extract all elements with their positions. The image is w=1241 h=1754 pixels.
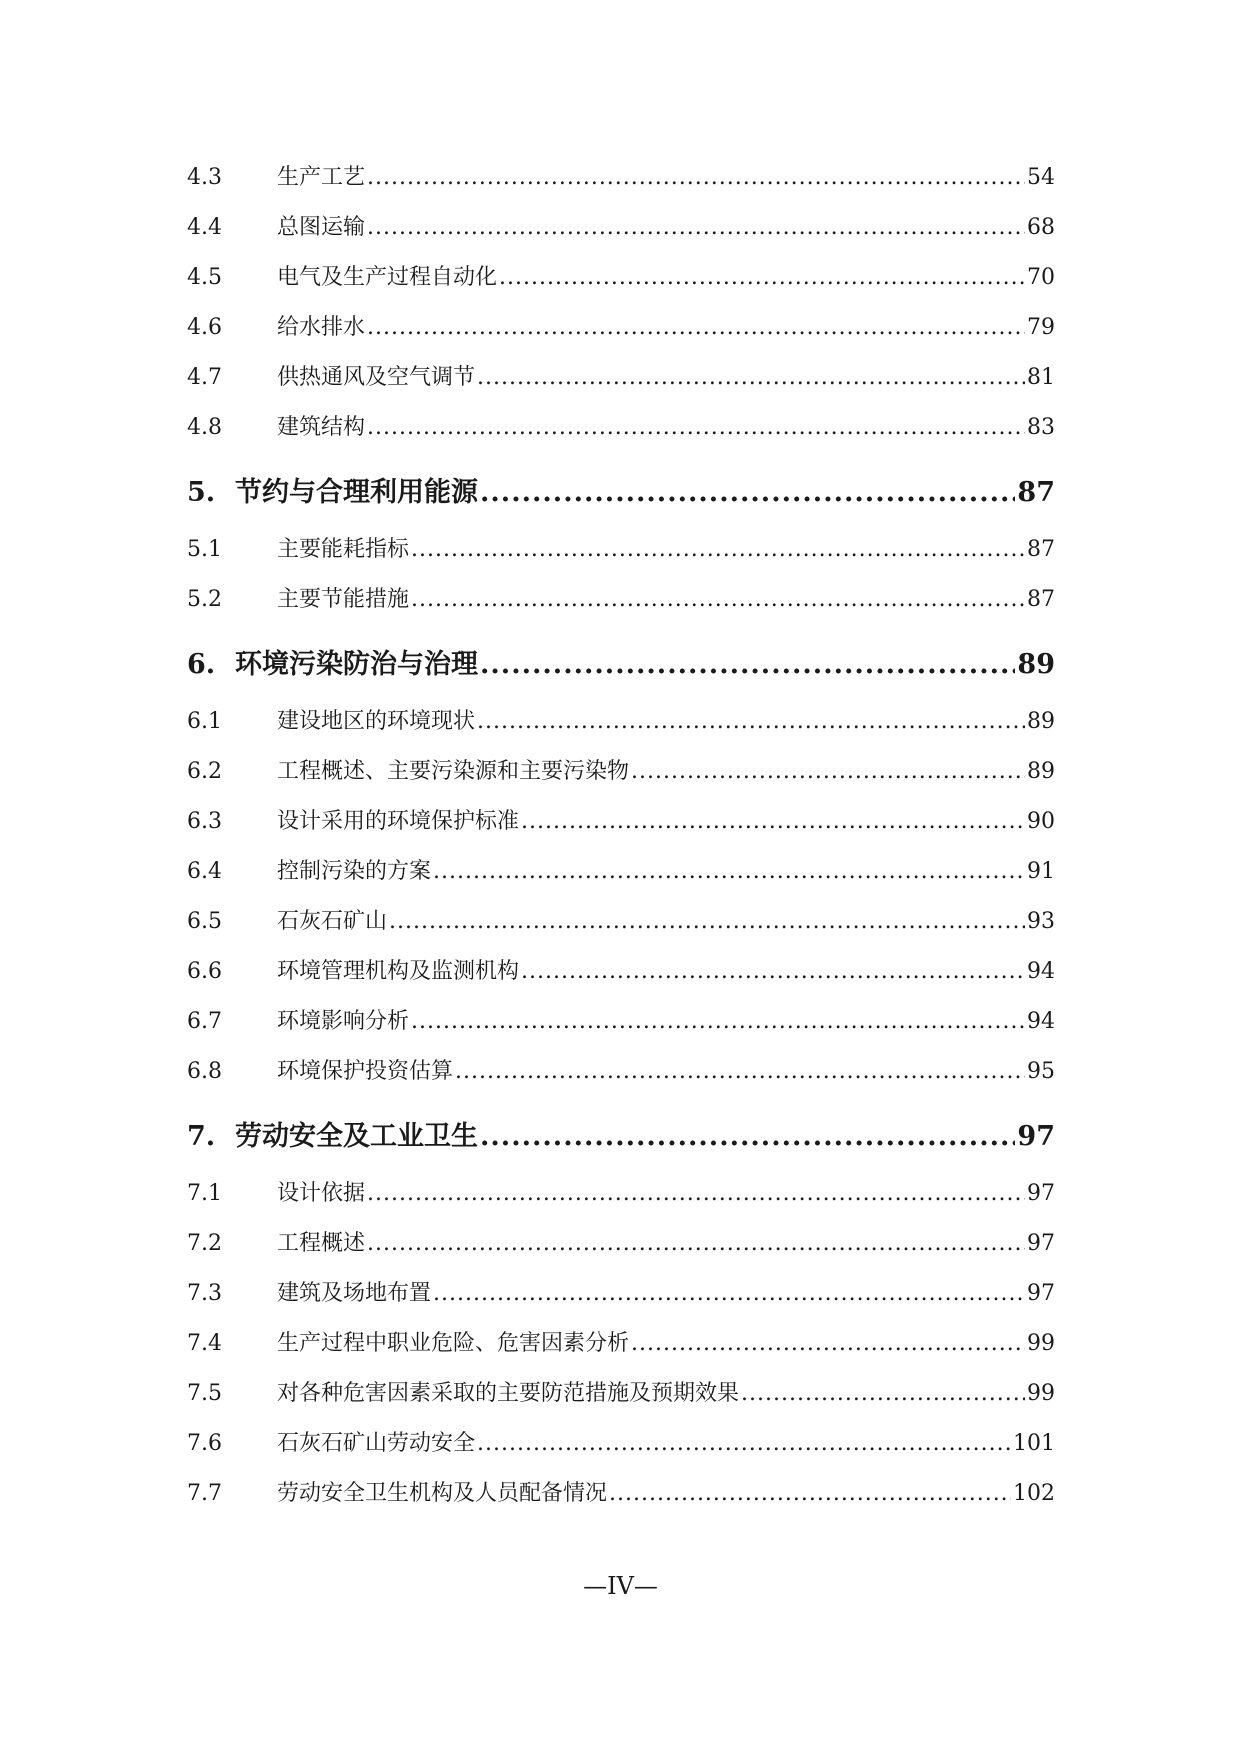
dot-leader — [480, 1121, 1015, 1152]
dot-leader — [411, 1009, 1025, 1034]
toc-chapter-entry[interactable] — [187, 642, 1055, 698]
dot-leader — [411, 537, 1025, 562]
toc-entry-title: 设计采用的环境保护标准 — [277, 809, 520, 834]
toc-entry-title: 环境保护投资估算 — [277, 1059, 454, 1084]
toc-section-entry[interactable] — [187, 854, 1055, 904]
toc-section-entry[interactable] — [187, 582, 1055, 632]
toc-entry-number: 7.7 — [187, 1481, 222, 1506]
toc-entry-page-number: 87 — [1027, 587, 1055, 612]
toc-entry-number: 6.8 — [187, 1059, 222, 1084]
toc-section-entry[interactable] — [187, 1426, 1055, 1476]
toc-entry-number: 4.5 — [187, 265, 222, 290]
toc-entry-title: 建筑及场地布置 — [277, 1281, 432, 1306]
toc-section-entry[interactable] — [187, 804, 1055, 854]
toc-entry-title: 石灰石矿山 — [277, 909, 388, 934]
toc-section-entry[interactable] — [187, 954, 1055, 1004]
toc-entry-title: 主要能耗指标 — [277, 537, 410, 562]
toc-entry-number: 6.5 — [187, 909, 222, 934]
toc-entry-page-number: 97 — [1027, 1281, 1055, 1306]
dot-leader — [741, 1381, 1025, 1406]
toc-entry-page-number: 89 — [1027, 709, 1055, 734]
dot-leader — [480, 477, 1015, 508]
dot-leader — [499, 265, 1025, 290]
toc-entry-page-number: 70 — [1027, 265, 1055, 290]
toc-entry-page-number: 79 — [1027, 315, 1055, 340]
dot-leader — [367, 215, 1025, 240]
page-number-footer: —IV— — [583, 1572, 658, 1600]
toc-section-entry[interactable] — [187, 704, 1055, 754]
toc-entry-title: 建设地区的环境现状 — [277, 709, 476, 734]
toc-entry-number: 7. — [187, 1121, 216, 1152]
toc-entry-title: 工程概述、主要污染源和主要污染物 — [277, 759, 630, 784]
toc-entry-page-number: 54 — [1027, 165, 1055, 190]
toc-entry-page-number: 89 — [1017, 649, 1055, 680]
toc-entry-title: 建筑结构 — [277, 415, 366, 440]
dot-leader — [367, 315, 1025, 340]
toc-section-entry[interactable] — [187, 1276, 1055, 1326]
toc-chapter-entry[interactable] — [187, 1114, 1055, 1170]
toc-entry-page-number: 99 — [1027, 1331, 1055, 1356]
toc-entry-number: 6.7 — [187, 1009, 222, 1034]
toc-entry-number: 4.8 — [187, 415, 222, 440]
toc-entry-number: 4.7 — [187, 365, 222, 390]
dot-leader — [389, 909, 1025, 934]
toc-section-entry[interactable] — [187, 360, 1055, 410]
toc-entry-number: 7.5 — [187, 1381, 222, 1406]
toc-entry-page-number: 101 — [1013, 1431, 1055, 1456]
dot-leader — [477, 365, 1025, 390]
toc-entry-page-number: 99 — [1027, 1381, 1055, 1406]
toc-section-entry[interactable] — [187, 754, 1055, 804]
toc-section-entry[interactable] — [187, 1376, 1055, 1426]
dot-leader — [521, 959, 1025, 984]
toc-entry-number: 4.6 — [187, 315, 222, 340]
toc-entry-number: 6. — [187, 649, 216, 680]
toc-entry-title: 电气及生产过程自动化 — [277, 265, 498, 290]
toc-entry-number: 6.6 — [187, 959, 222, 984]
table-of-contents — [187, 160, 1055, 1526]
toc-entry-title: 对各种危害因素采取的主要防范措施及预期效果 — [277, 1381, 740, 1406]
toc-section-entry[interactable] — [187, 1326, 1055, 1376]
dot-leader — [367, 165, 1025, 190]
toc-entry-number: 6.2 — [187, 759, 222, 784]
toc-entry-number: 5.2 — [187, 587, 222, 612]
dot-leader — [477, 709, 1025, 734]
dot-leader — [455, 1059, 1025, 1084]
toc-entry-number: 7.3 — [187, 1281, 222, 1306]
toc-entry-number: 7.1 — [187, 1181, 222, 1206]
dot-leader — [521, 809, 1025, 834]
toc-entry-number: 4.3 — [187, 165, 222, 190]
toc-entry-page-number: 102 — [1013, 1481, 1055, 1506]
toc-entry-title: 劳动安全及工业卫生 — [235, 1121, 478, 1152]
toc-entry-page-number: 97 — [1027, 1181, 1055, 1206]
toc-section-entry[interactable] — [187, 1226, 1055, 1276]
toc-entry-title: 供热通风及空气调节 — [277, 365, 476, 390]
dot-leader — [477, 1431, 1011, 1456]
toc-entry-page-number: 89 — [1027, 759, 1055, 784]
toc-entry-title: 环境污染防治与治理 — [235, 649, 478, 680]
toc-entry-page-number: 68 — [1027, 215, 1055, 240]
dot-leader — [367, 1231, 1025, 1256]
toc-section-entry[interactable] — [187, 260, 1055, 310]
toc-entry-title: 工程概述 — [277, 1231, 366, 1256]
dot-leader — [480, 649, 1015, 680]
toc-entry-title: 总图运输 — [277, 215, 366, 240]
dot-leader — [609, 1481, 1011, 1506]
toc-entry-page-number: 90 — [1027, 809, 1055, 834]
toc-section-entry[interactable] — [187, 210, 1055, 260]
toc-entry-title: 节约与合理利用能源 — [235, 477, 478, 508]
dot-leader — [631, 759, 1025, 784]
toc-entry-page-number: 95 — [1027, 1059, 1055, 1084]
toc-chapter-entry[interactable] — [187, 470, 1055, 526]
toc-entry-number: 6.4 — [187, 859, 222, 884]
toc-section-entry[interactable] — [187, 310, 1055, 360]
dot-leader — [631, 1331, 1025, 1356]
toc-section-entry[interactable] — [187, 1054, 1055, 1104]
toc-entry-title: 给水排水 — [277, 315, 366, 340]
toc-entry-page-number: 97 — [1027, 1231, 1055, 1256]
toc-entry-page-number: 83 — [1027, 415, 1055, 440]
dot-leader — [411, 587, 1025, 612]
toc-entry-number: 7.2 — [187, 1231, 222, 1256]
toc-section-entry[interactable] — [187, 1004, 1055, 1054]
toc-entry-title: 石灰石矿山劳动安全 — [277, 1431, 476, 1456]
toc-entry-page-number: 91 — [1027, 859, 1055, 884]
toc-entry-title: 主要节能措施 — [277, 587, 410, 612]
toc-entry-title: 控制污染的方案 — [277, 859, 432, 884]
toc-section-entry[interactable] — [187, 532, 1055, 582]
toc-entry-title: 环境影响分析 — [277, 1009, 410, 1034]
toc-entry-page-number: 87 — [1027, 537, 1055, 562]
toc-entry-number: 7.6 — [187, 1431, 222, 1456]
toc-entry-title: 生产工艺 — [277, 165, 366, 190]
toc-section-entry[interactable] — [187, 410, 1055, 460]
toc-entry-title: 劳动安全卫生机构及人员配备情况 — [277, 1481, 608, 1506]
toc-entry-number: 6.3 — [187, 809, 222, 834]
dot-leader — [367, 415, 1025, 440]
toc-entry-number: 4.4 — [187, 215, 222, 240]
toc-entry-page-number: 94 — [1027, 1009, 1055, 1034]
toc-entry-page-number: 97 — [1017, 1121, 1055, 1152]
toc-entry-number: 5. — [187, 477, 216, 508]
toc-entry-title: 生产过程中职业危险、危害因素分析 — [277, 1331, 630, 1356]
toc-entry-page-number: 81 — [1027, 365, 1055, 390]
toc-section-entry[interactable] — [187, 904, 1055, 954]
dot-leader — [433, 859, 1025, 884]
toc-entry-number: 6.1 — [187, 709, 222, 734]
toc-entry-page-number: 94 — [1027, 959, 1055, 984]
toc-entry-page-number: 87 — [1017, 477, 1055, 508]
toc-entry-title: 环境管理机构及监测机构 — [277, 959, 520, 984]
toc-section-entry[interactable] — [187, 160, 1055, 210]
toc-entry-number: 5.1 — [187, 537, 222, 562]
dot-leader — [367, 1181, 1025, 1206]
toc-section-entry[interactable] — [187, 1176, 1055, 1226]
toc-section-entry[interactable] — [187, 1476, 1055, 1526]
dot-leader — [433, 1281, 1025, 1306]
toc-entry-number: 7.4 — [187, 1331, 222, 1356]
toc-entry-title: 设计依据 — [277, 1181, 366, 1206]
toc-entry-page-number: 93 — [1027, 909, 1055, 934]
